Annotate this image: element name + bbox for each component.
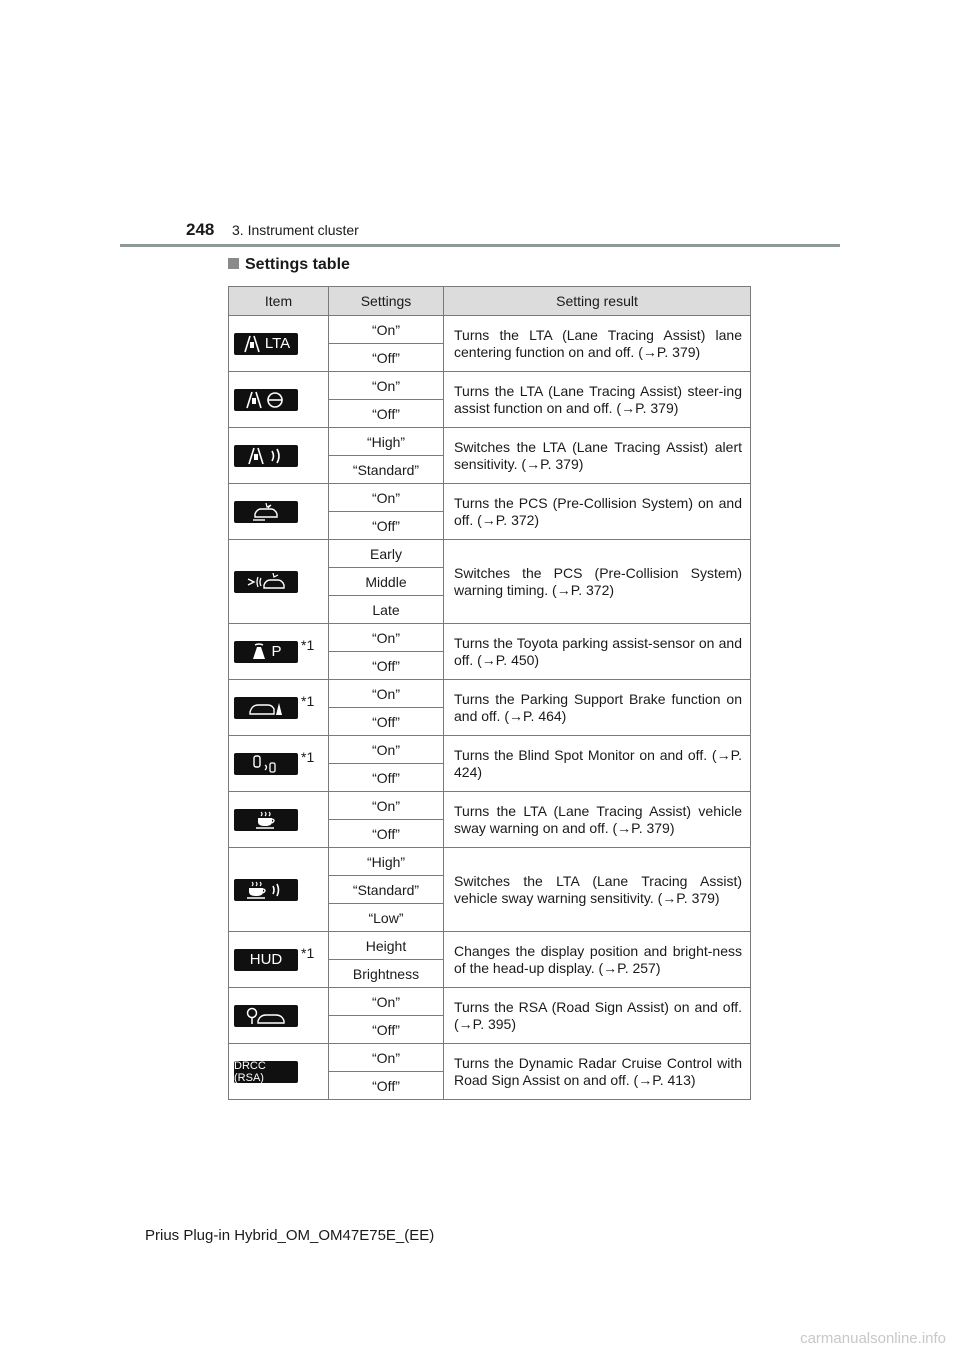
table-row bbox=[229, 316, 751, 344]
setting-value: Late bbox=[329, 596, 444, 624]
table-header-row bbox=[229, 287, 751, 316]
setting-result: Turns the Dynamic Radar Cruise Control with Road Sign Assist on and off. (→P. 413) bbox=[444, 1044, 751, 1100]
column-header: Settings bbox=[329, 287, 444, 316]
footer-model-code: Prius Plug-in Hybrid_OM_OM47E75E_(EE) bbox=[145, 1227, 435, 1244]
icon-label: HUD bbox=[249, 951, 283, 968]
setting-value: “On” bbox=[329, 680, 444, 708]
setting-value: “High” bbox=[329, 848, 444, 876]
sway-sensitivity-icon bbox=[234, 879, 298, 901]
setting-result: Turns the Parking Support Brake function on and off. (→P. 464) bbox=[444, 680, 751, 736]
table-body bbox=[229, 316, 751, 1100]
table-row bbox=[229, 848, 751, 876]
setting-value: Middle bbox=[329, 568, 444, 596]
column-header: Setting result bbox=[444, 287, 751, 316]
lta-lane-centering-icon bbox=[234, 333, 298, 355]
setting-value: “On” bbox=[329, 792, 444, 820]
section-title-text: Settings table bbox=[245, 256, 350, 273]
setting-result: Turns the LTA (Lane Tracing Assist) steer-ing assist function on and off. (→P. 379) bbox=[444, 372, 751, 428]
hud-icon bbox=[234, 949, 298, 971]
table-row bbox=[229, 484, 751, 512]
setting-value: “Off” bbox=[329, 764, 444, 792]
setting-value: Early bbox=[329, 540, 444, 568]
item-cell bbox=[229, 736, 329, 792]
icon-label: P bbox=[271, 643, 282, 660]
setting-result: Turns the LTA (Lane Tracing Assist) vehicle sway warning on and off. (→P. 379) bbox=[444, 792, 751, 848]
rsa-icon bbox=[234, 1005, 298, 1027]
setting-result: Turns the Toyota parking assist-sensor on and off. (→P. 450) bbox=[444, 624, 751, 680]
setting-value: “On” bbox=[329, 624, 444, 652]
footnote-marker: *1 bbox=[301, 748, 315, 765]
setting-result: Switches the LTA (Lane Tracing Assist) vehicle sway warning sensitivity. (→P. 379) bbox=[444, 848, 751, 932]
table-row bbox=[229, 624, 751, 652]
column-header: Item bbox=[229, 287, 329, 316]
pcs-icon bbox=[234, 501, 298, 523]
setting-value: “Off” bbox=[329, 344, 444, 372]
item-cell bbox=[229, 988, 329, 1044]
parking-sensor-icon bbox=[234, 641, 298, 663]
item-cell bbox=[229, 316, 329, 372]
setting-value: “Off” bbox=[329, 1072, 444, 1100]
item-cell bbox=[229, 792, 329, 848]
table-row bbox=[229, 372, 751, 400]
setting-value: “On” bbox=[329, 484, 444, 512]
page-number: 248 bbox=[186, 220, 215, 239]
setting-result: Changes the display position and bright-ness of the head-up display. (→P. 257) bbox=[444, 932, 751, 988]
item-cell bbox=[229, 1044, 329, 1100]
setting-result: Turns the PCS (Pre-Collision System) on and off. (→P. 372) bbox=[444, 484, 751, 540]
settings-table bbox=[228, 286, 751, 1100]
table-row bbox=[229, 540, 751, 568]
setting-value: Height bbox=[329, 932, 444, 960]
setting-value: “Off” bbox=[329, 820, 444, 848]
item-cell bbox=[229, 680, 329, 736]
setting-value: “On” bbox=[329, 988, 444, 1016]
table-row bbox=[229, 932, 751, 960]
setting-value: “Off” bbox=[329, 400, 444, 428]
table-row bbox=[229, 736, 751, 764]
item-cell bbox=[229, 932, 329, 988]
icon-label: DRCC (RSA) bbox=[234, 1059, 266, 1084]
item-cell bbox=[229, 484, 329, 540]
blind-spot-icon bbox=[234, 753, 298, 775]
lta-steering-assist-icon bbox=[234, 389, 298, 411]
setting-result: Turns the LTA (Lane Tracing Assist) lane centering function on and off. (→P. 379) bbox=[444, 316, 751, 372]
item-cell bbox=[229, 428, 329, 484]
table-row bbox=[229, 428, 751, 456]
footnote-marker: *1 bbox=[301, 944, 315, 961]
item-cell bbox=[229, 540, 329, 624]
setting-result: Switches the LTA (Lane Tracing Assist) alert sensitivity. (→P. 379) bbox=[444, 428, 751, 484]
setting-value: “On” bbox=[329, 736, 444, 764]
footnote-marker: *1 bbox=[301, 636, 315, 653]
setting-value: “Low” bbox=[329, 904, 444, 932]
setting-result: Turns the Blind Spot Monitor on and off. (→P. 424) bbox=[444, 736, 751, 792]
table-row bbox=[229, 680, 751, 708]
drcc-rsa-icon bbox=[234, 1061, 298, 1083]
setting-result: Switches the PCS (Pre-Collision System) warning timing. (→P. 372) bbox=[444, 540, 751, 624]
setting-value: “Off” bbox=[329, 708, 444, 736]
pcs-timing-icon bbox=[234, 571, 298, 593]
setting-value: “High” bbox=[329, 428, 444, 456]
setting-value: “Off” bbox=[329, 1016, 444, 1044]
header-rule bbox=[120, 244, 840, 247]
watermark: carmanualsonline.info bbox=[800, 1330, 946, 1347]
icon-label: LTA bbox=[264, 335, 291, 352]
setting-value: Brightness bbox=[329, 960, 444, 988]
square-bullet-icon bbox=[228, 258, 239, 269]
setting-value: “On” bbox=[329, 372, 444, 400]
item-cell bbox=[229, 372, 329, 428]
setting-value: “Off” bbox=[329, 652, 444, 680]
setting-value: “On” bbox=[329, 1044, 444, 1072]
setting-value: “Off” bbox=[329, 512, 444, 540]
chapter-title: 3. Instrument cluster bbox=[232, 222, 359, 238]
item-cell bbox=[229, 624, 329, 680]
table-row bbox=[229, 792, 751, 820]
section-title bbox=[228, 256, 350, 274]
table-row bbox=[229, 1044, 751, 1072]
parking-brake-icon bbox=[234, 697, 298, 719]
setting-value: “Standard” bbox=[329, 876, 444, 904]
item-cell bbox=[229, 848, 329, 932]
sway-warning-icon bbox=[234, 809, 298, 831]
setting-result: Turns the RSA (Road Sign Assist) on and off. (→P. 395) bbox=[444, 988, 751, 1044]
setting-value: “On” bbox=[329, 316, 444, 344]
table-row bbox=[229, 988, 751, 1016]
setting-value: “Standard” bbox=[329, 456, 444, 484]
lta-sensitivity-icon bbox=[234, 445, 298, 467]
footnote-marker: *1 bbox=[301, 692, 315, 709]
